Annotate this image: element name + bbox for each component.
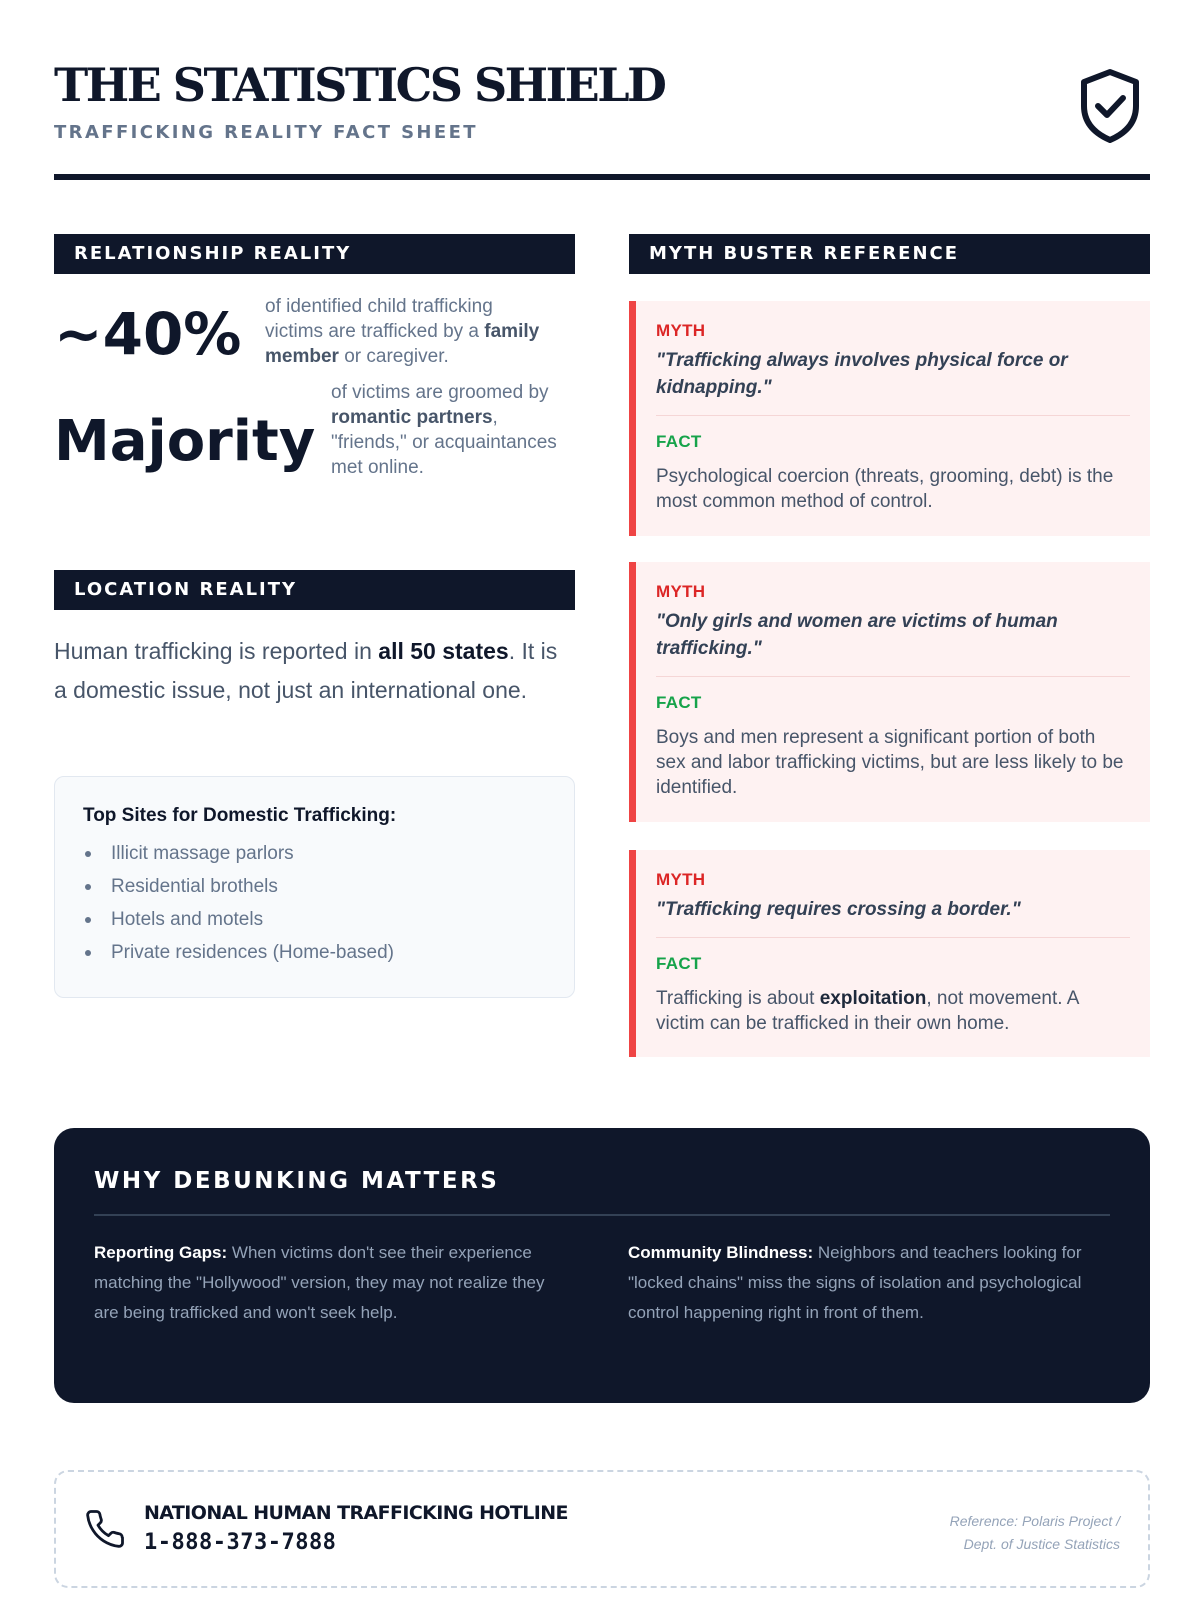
why-debunking-panel [54,1128,1150,1403]
page-title: THE STATISTICS SHIELD [54,58,665,112]
list-item: Hotels and motels [83,903,546,936]
relationship-reality-heading: RELATIONSHIP REALITY [54,234,575,274]
community-blindness-text: Community Blindness: Neighbors and teachers looking for "locked chains" miss the signs of isolation and psychological control happening right in front of them. [628,1243,1082,1322]
top-sites-list [83,837,546,969]
top-sites-title: Top Sites for Domestic Trafficking: [83,805,397,826]
myth-quote: "Trafficking always involves physical force or kidnapping." [656,347,1130,416]
list-item: Illicit massage parlors [83,837,546,870]
fact-text: Trafficking is about exploitation, not movement. A victim can be trafficked in their own home. [656,988,1079,1034]
reference-line: Dept. of Justice Statistics [963,1536,1120,1552]
fact-sheet-page [54,0,1150,1600]
shield-check-icon [1078,68,1142,144]
myth-buster-heading: MYTH BUSTER REFERENCE [629,234,1150,274]
reference-line: Reference: Polaris Project / [949,1513,1120,1529]
myth-quote: "Trafficking requires crossing a border." [656,896,1130,938]
page-subtitle: TRAFFICKING REALITY FACT SHEET [54,122,478,143]
header-divider [54,174,1150,180]
why-debunking-title: WHY DEBUNKING MATTERS [94,1168,500,1194]
stat-40-percent-description: of identified child trafficking victims are trafficked by a family member or caregiver. [265,296,540,367]
location-reality-heading: LOCATION REALITY [54,570,575,610]
hotline-title: NATIONAL HUMAN TRAFFICKING HOTLINE [144,1502,568,1524]
fact-text: Boys and men represent a significant portion of both sex and labor trafficking victims, but are less likely to be identified. [656,727,1124,798]
list-item: Private residences (Home-based) [83,936,546,969]
hotline-phone-number[interactable]: 1-888-373-7888 [144,1530,337,1555]
stat-majority: Majority [54,409,316,474]
list-item: Residential brothels [83,870,546,903]
fact-label: FACT [656,693,702,712]
stat-majority-description: of victims are groomed by romantic partners, "friends," or acquaintances met online. [331,382,557,478]
myth-label: MYTH [656,321,706,340]
location-statement: Human trafficking is reported in all 50 states. It is a domestic issue, not just an international one. [54,638,558,703]
myth-card [629,301,1150,536]
myth-card [629,850,1150,1057]
reporting-gaps-text: Reporting Gaps: When victims don't see their experience matching the "Hollywood" version, they may not realize they are being trafficked and won't seek help. [94,1243,545,1322]
fact-label: FACT [656,954,702,973]
myth-label: MYTH [656,582,706,601]
myth-label: MYTH [656,870,706,889]
reference-note [860,1510,1120,1556]
phone-icon [84,1508,126,1550]
fact-text: Psychological coercion (threats, grooming, debt) is the most common method of control. [656,466,1114,512]
stat-40-percent: ~40% [54,300,242,368]
fact-label: FACT [656,432,702,451]
top-sites-box [54,776,575,998]
myth-card [629,562,1150,822]
hotline-footer [54,1470,1150,1588]
panel-divider [94,1214,1110,1216]
page-header [54,58,1150,180]
myth-quote: "Only girls and women are victims of human trafficking." [656,608,1130,677]
